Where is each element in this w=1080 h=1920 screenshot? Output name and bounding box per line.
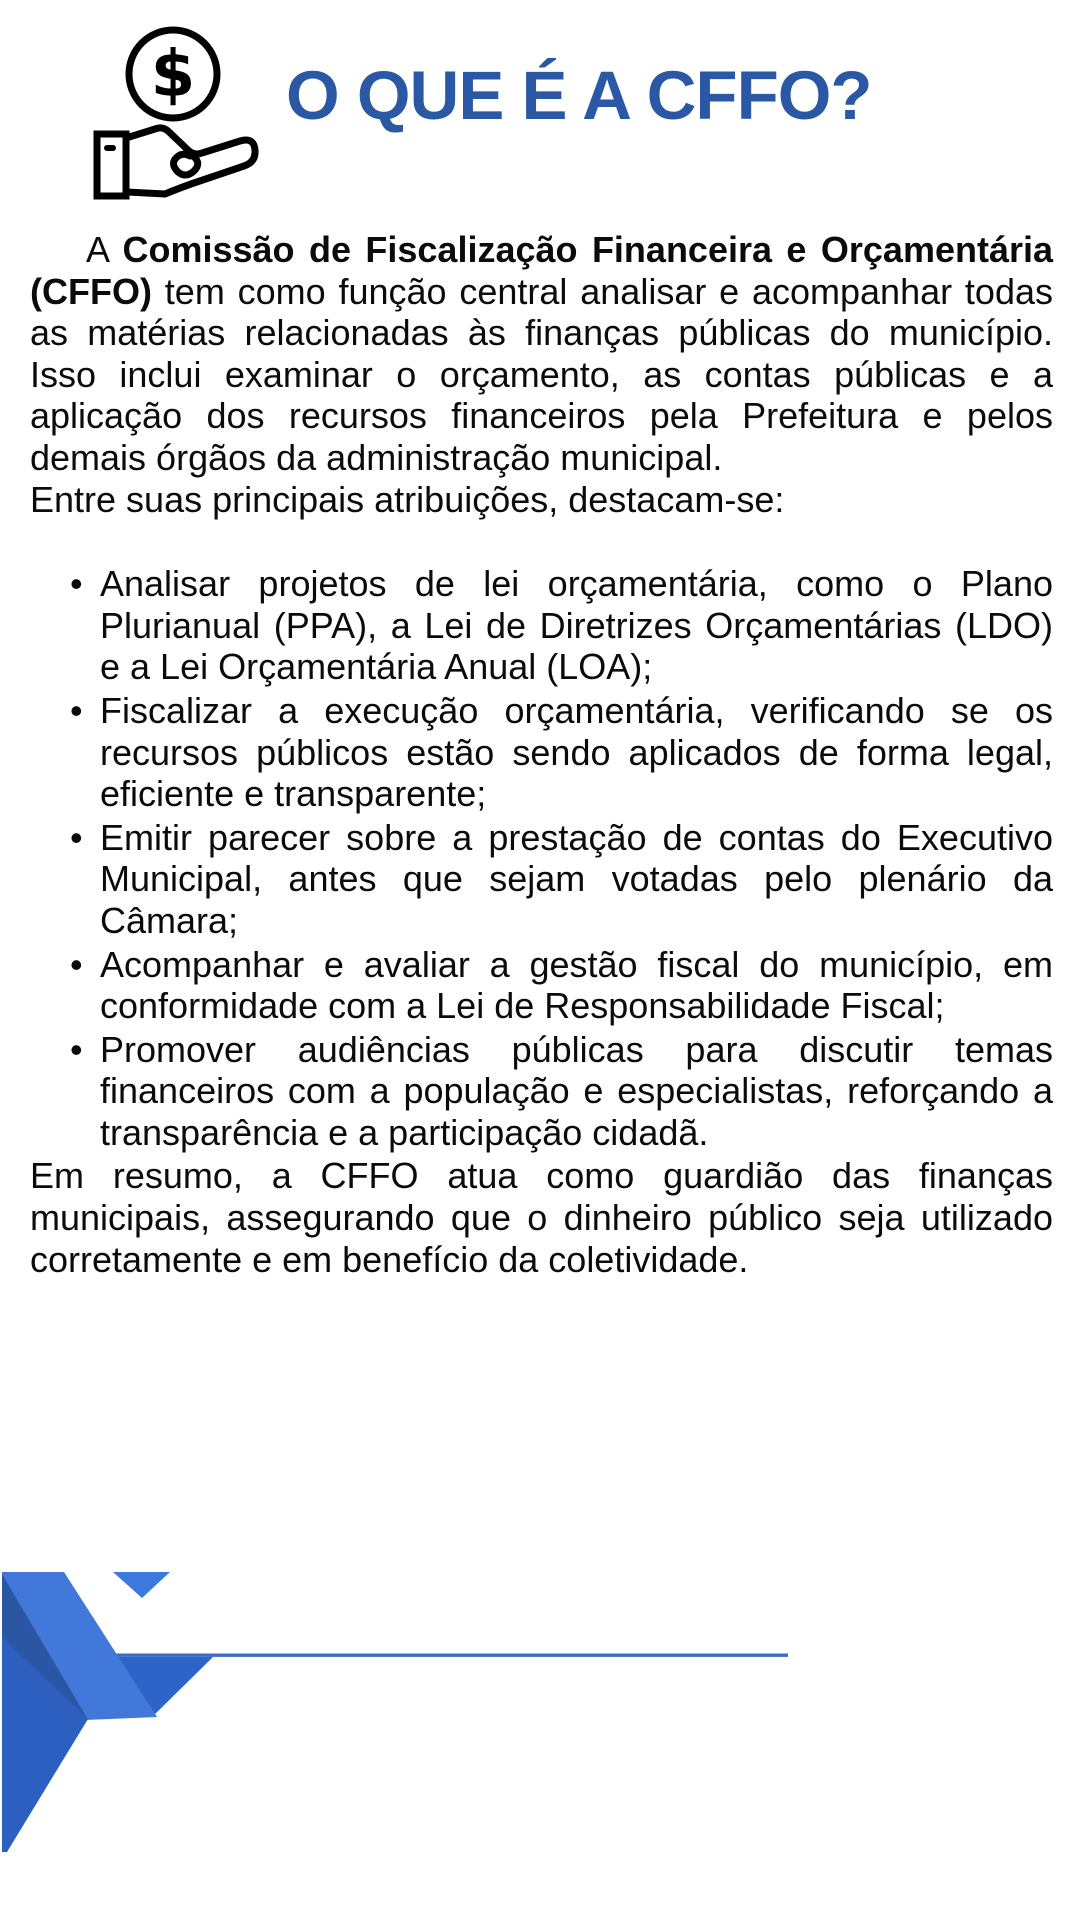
intro-text-start: A bbox=[86, 229, 123, 270]
page-title: O QUE É A CFFO? bbox=[286, 57, 872, 134]
hand-cuff bbox=[97, 134, 126, 196]
intro-paragraph bbox=[30, 229, 1053, 479]
attribution-item: • Acompanhar e avaliar a gestão fiscal do município, em conformidade com a Lei de Responsabilidade Fiscal; bbox=[70, 944, 1053, 1027]
attribution-item: • Analisar projetos de lei orçamentária, como o Plano Plurianual (PPA), a Lei de Diretrizes Orçamentárias (LDO) e a Lei Orçamentária Anual (LOA); bbox=[70, 563, 1053, 688]
thumb-curl bbox=[174, 154, 198, 175]
corner-decoration bbox=[0, 1560, 820, 1860]
dollar-coin-in-hand-icon bbox=[73, 10, 269, 206]
attribution-item: • Emitir parecer sobre a prestação de contas do Executivo Municipal, antes que sejam votadas pelo plenário da Câmara; bbox=[70, 817, 1053, 942]
closing-paragraph: Em resumo, a CFFO atua como guardião das finanças municipais, assegurando que o dinheiro público seja utilizado corretamente e em benefício da coletividade. bbox=[30, 1155, 1053, 1280]
horizontal-rule bbox=[110, 1654, 788, 1657]
attribution-item: • Promover audiências públicas para discutir temas financeiros com a população e especialistas, reforçando a transparência e a participação cidadã. bbox=[70, 1029, 1053, 1154]
attribution-item: • Fiscalizar a execução orçamentária, verificando se os recursos públicos estão sendo aplicados de forma legal, eficiente e transparente; bbox=[70, 690, 1053, 815]
attributions-lead: Entre suas principais atribuições, destacam-se: bbox=[30, 478, 785, 520]
attributions-list bbox=[30, 563, 1053, 1153]
intro-text-rest: tem como função central analisar e acompanhar todas as matérias relacionadas às finanças públicas do município. Isso inclui examinar o orçamento, as contas públicas e a aplicação dos recursos financeiros pela Prefeitura e pelos demais órgãos da administração municipal. bbox=[30, 270, 1053, 478]
article-body bbox=[30, 229, 1053, 1280]
deco-small-triangle bbox=[113, 1572, 170, 1598]
cuff-dash bbox=[104, 145, 116, 151]
dollar-sign: $ bbox=[150, 38, 196, 112]
intro-text-bold: Comissão de Fiscalização Financeira e Orçamentária (CFFO) bbox=[30, 229, 1054, 312]
